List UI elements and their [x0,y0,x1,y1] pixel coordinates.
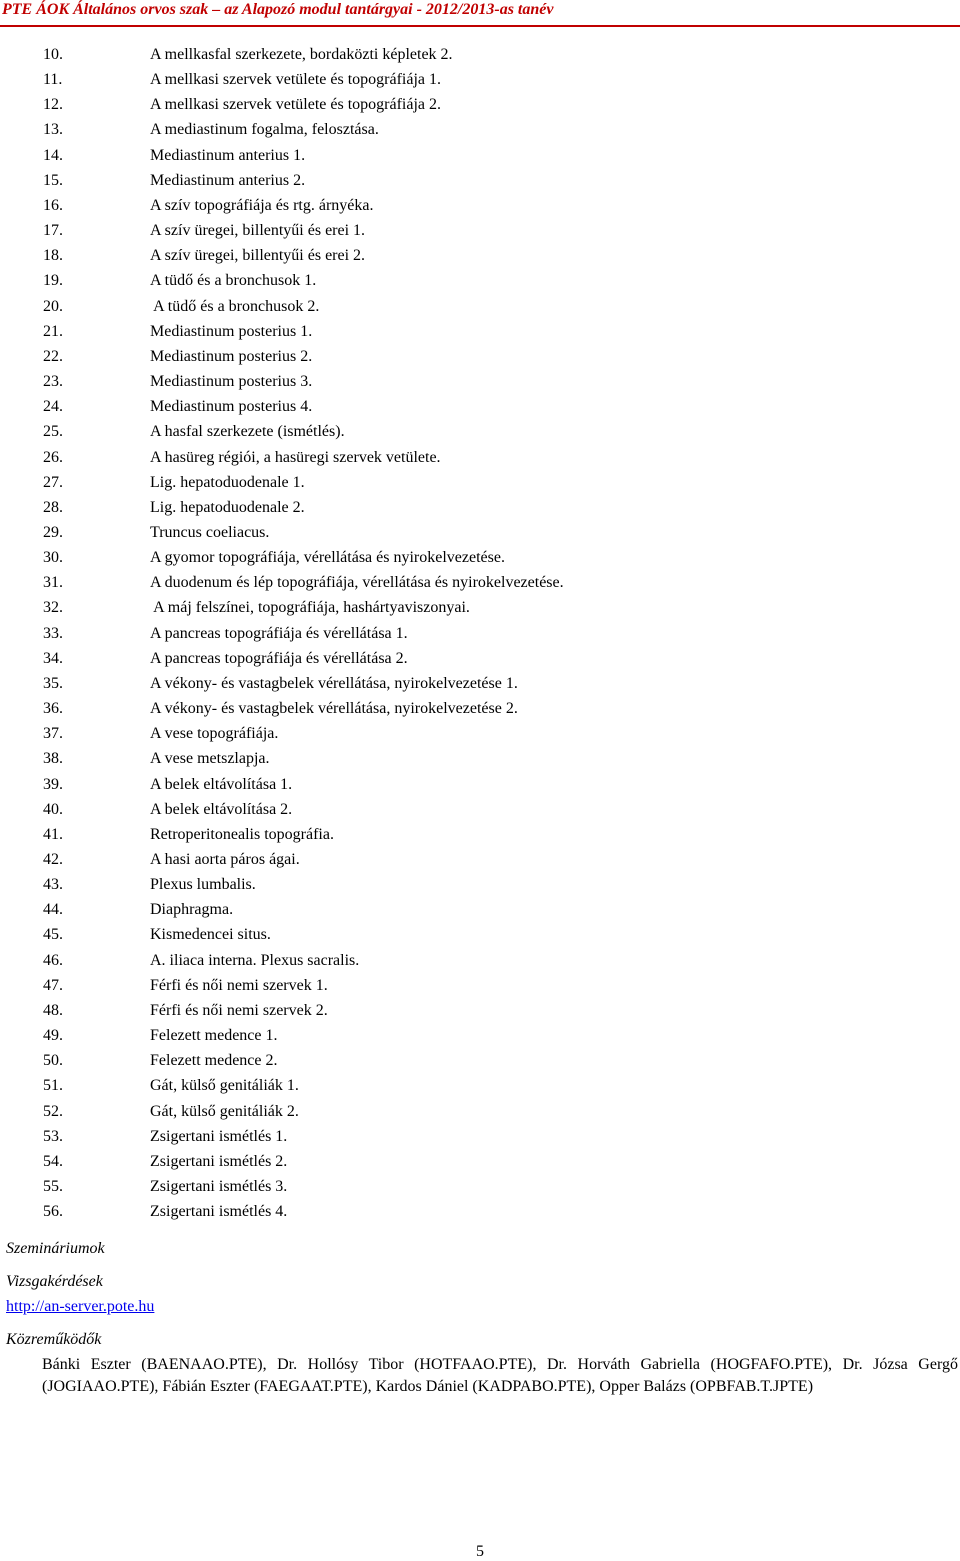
topic-number: 14. [43,146,63,164]
topic-number: 43. [43,876,63,894]
topic-title: A szív üregei, billentyűi és erei 1. [150,222,366,240]
topic-row [0,595,960,620]
topic-row [0,42,960,67]
topic-title: A tüdő és a bronchusok 2. [150,297,320,315]
topic-number: 16. [43,196,63,214]
topic-row [0,1048,960,1073]
topic-row [0,495,960,520]
topic-number: 52. [43,1102,63,1120]
topic-title: A máj felszínei, topográfiája, hashártyaviszonyai. [150,599,470,617]
topic-row [0,1099,960,1124]
topic-number: 48. [43,1001,63,1019]
topic-title: Gát, külső genitáliák 1. [150,1077,299,1095]
topic-row [0,319,960,344]
topic-title: A mellkasi szervek vetülete és topográfiája 2. [150,96,442,114]
topic-number: 28. [43,498,63,516]
topic-title: Mediastinum posterius 4. [150,398,313,416]
topic-title: A vékony- és vastagbelek vérellátása, nyirokelvezetése 1. [150,674,518,692]
topic-row [0,671,960,696]
topic-number: 49. [43,1027,63,1045]
topic-number: 56. [43,1203,63,1221]
topic-row [0,797,960,822]
topic-number: 39. [43,775,63,793]
topic-row [0,1174,960,1199]
topic-number: 33. [43,624,63,642]
topic-row [0,1023,960,1048]
topic-number: 25. [43,423,63,441]
topic-number: 10. [43,46,63,63]
topic-row [0,344,960,369]
topic-number: 44. [43,901,63,919]
topic-number: 53. [43,1127,63,1145]
topic-row [0,646,960,671]
topic-number: 42. [43,851,63,868]
topic-row [0,243,960,268]
topic-title: A pancreas topográfiája és vérellátása 1. [150,624,408,642]
topic-number: 30. [43,549,63,567]
topic-row [0,1124,960,1149]
page-number: 5 [476,1543,484,1560]
topic-number: 13. [43,121,63,139]
topic-number: 24. [43,398,63,416]
topic-number: 34. [43,649,63,667]
topic-row [0,193,960,218]
contributors-heading: Közreműködők [6,1331,102,1348]
topic-row [0,621,960,646]
topic-title: Zsigertani ismétlés 2. [150,1152,288,1170]
topic-row [0,872,960,897]
topic-title: Lig. hepatoduodenale 1. [150,473,305,491]
topic-title: Felezett medence 1. [150,1027,278,1045]
topic-number: 37. [43,725,63,743]
topic-row [0,897,960,922]
topic-title: Mediastinum posterius 3. [150,373,313,391]
topic-title: Zsigertani ismétlés 4. [150,1203,288,1221]
topic-number: 22. [43,347,63,365]
topic-number: 40. [43,800,63,818]
topic-row [0,445,960,470]
topic-number: 41. [43,825,63,843]
topic-number: 18. [43,247,63,265]
topic-title: Mediastinum posterius 2. [150,347,313,365]
topic-title: Mediastinum anterius 2. [150,171,306,189]
topic-title: A hasfal szerkezete (ismétlés). [150,423,345,441]
topic-title: A mellkasfal szerkezete, bordaközti képletek 2. [150,46,453,63]
topic-row [0,92,960,117]
page-header [0,0,960,28]
header-title: PTE ÁOK Általános orvos szak – az Alapozó modul tantárgyai - 2012/2013-as tanév [2,1,554,18]
topic-title: Férfi és női nemi szervek 2. [150,1001,328,1019]
topic-title: A tüdő és a bronchusok 1. [150,272,317,290]
topic-row [0,570,960,595]
topic-row [0,294,960,319]
topic-row [0,772,960,797]
topic-title: Mediastinum posterius 1. [150,322,313,340]
topic-number: 20. [43,297,63,315]
topic-list [0,42,960,1224]
topic-title: A pancreas topográfiája és vérellátása 2. [150,649,408,667]
topic-row [0,67,960,92]
topic-row [0,948,960,973]
topic-title: A duodenum és lép topográfiája, vérellátása és nyirokelvezetése. [150,574,564,592]
topic-title: A. iliaca interna. Plexus sacralis. [150,951,360,969]
topic-title: A szív üregei, billentyűi és erei 2. [150,247,366,265]
topic-number: 17. [43,222,63,240]
topic-number: 47. [43,976,63,994]
topic-number: 46. [43,951,63,969]
topic-title: Kismedencei situs. [150,926,271,944]
topic-title: A gyomor topográfiája, vérellátása és nyirokelvezetése. [150,549,505,567]
topic-number: 45. [43,926,63,944]
topic-number: 54. [43,1152,63,1170]
topic-title: A szív topográfiája és rtg. árnyéka. [150,196,374,214]
topic-title: Mediastinum anterius 1. [150,146,306,164]
topic-row [0,1199,960,1224]
topic-number: 51. [43,1077,63,1095]
topic-row [0,520,960,545]
topic-row [0,218,960,243]
topic-number: 50. [43,1052,63,1070]
topic-row [0,998,960,1023]
topic-number: 11. [43,71,63,89]
topic-number: 26. [43,448,63,466]
topic-title: Plexus lumbalis. [150,876,256,894]
exam-questions-heading: Vizsgakérdések [6,1273,103,1290]
topic-row [0,746,960,771]
topic-number: 12. [43,96,63,114]
topic-number: 19. [43,272,63,290]
topic-row [0,470,960,495]
topic-number: 32. [43,599,63,617]
topic-title: A vese topográfiája. [150,725,279,743]
topic-number: 29. [43,523,63,541]
header-rule [0,25,960,27]
topic-title: A hasüreg régiói, a hasüregi szervek vetülete. [150,448,441,466]
topic-row [0,1149,960,1174]
exam-questions-link[interactable]: http://an-server.pote.hu [6,1298,155,1315]
topic-title: A belek eltávolítása 2. [150,800,293,818]
topic-number: 23. [43,373,63,391]
topic-row [0,268,960,293]
topic-row [0,117,960,142]
seminars-heading: Szemináriumok [6,1240,105,1257]
topic-title: Zsigertani ismétlés 1. [150,1127,288,1145]
topic-title: A vese metszlapja. [150,750,270,768]
topic-row [0,1073,960,1098]
topic-row [0,922,960,947]
topic-row [0,696,960,721]
topic-number: 31. [43,574,63,592]
topic-number: 15. [43,171,63,189]
topic-title: Diaphragma. [150,901,234,919]
topic-title: A belek eltávolítása 1. [150,775,293,793]
topic-title: Lig. hepatoduodenale 2. [150,498,305,516]
topic-row [0,369,960,394]
topic-title: A vékony- és vastagbelek vérellátása, nyirokelvezetése 2. [150,700,518,718]
topic-title: Truncus coeliacus. [150,523,270,541]
topic-row [0,394,960,419]
contributors-text: Bánki Eszter (BAENAAO.PTE), Dr. Hollósy Tibor (HOTFAAO.PTE), Dr. Horváth Gabriella (HOGFAFO.PTE), Dr. Józsa Gergő (JOGIAAO.PTE), Fábián Eszter (FAEGAAT.PTE), Kardos Dániel (KADPABO.PTE), Opper Balázs (OPBFAB.T.JPTE) [42,1356,958,1395]
topic-title: Felezett medence 2. [150,1052,278,1070]
topic-row [0,168,960,193]
topic-number: 38. [43,750,63,768]
topic-title: Zsigertani ismétlés 3. [150,1178,288,1196]
topic-title: A mellkasi szervek vetülete és topográfiája 1. [150,71,442,89]
topic-row [0,822,960,847]
topic-number: 55. [43,1178,63,1196]
topic-title: Gát, külső genitáliák 2. [150,1102,299,1120]
topic-row [0,721,960,746]
topic-title: A mediastinum fogalma, felosztása. [150,121,379,139]
topic-number: 21. [43,322,63,340]
topic-number: 35. [43,674,63,692]
topic-number: 36. [43,700,63,718]
topic-row [0,973,960,998]
topic-title: Férfi és női nemi szervek 1. [150,976,328,994]
topic-row [0,847,960,872]
topic-title: Retroperitonealis topográfia. [150,825,334,843]
topic-row [0,143,960,168]
topic-row [0,545,960,570]
topic-row [0,419,960,444]
topic-title: A hasi aorta páros ágai. [150,851,300,868]
topic-number: 27. [43,473,63,491]
